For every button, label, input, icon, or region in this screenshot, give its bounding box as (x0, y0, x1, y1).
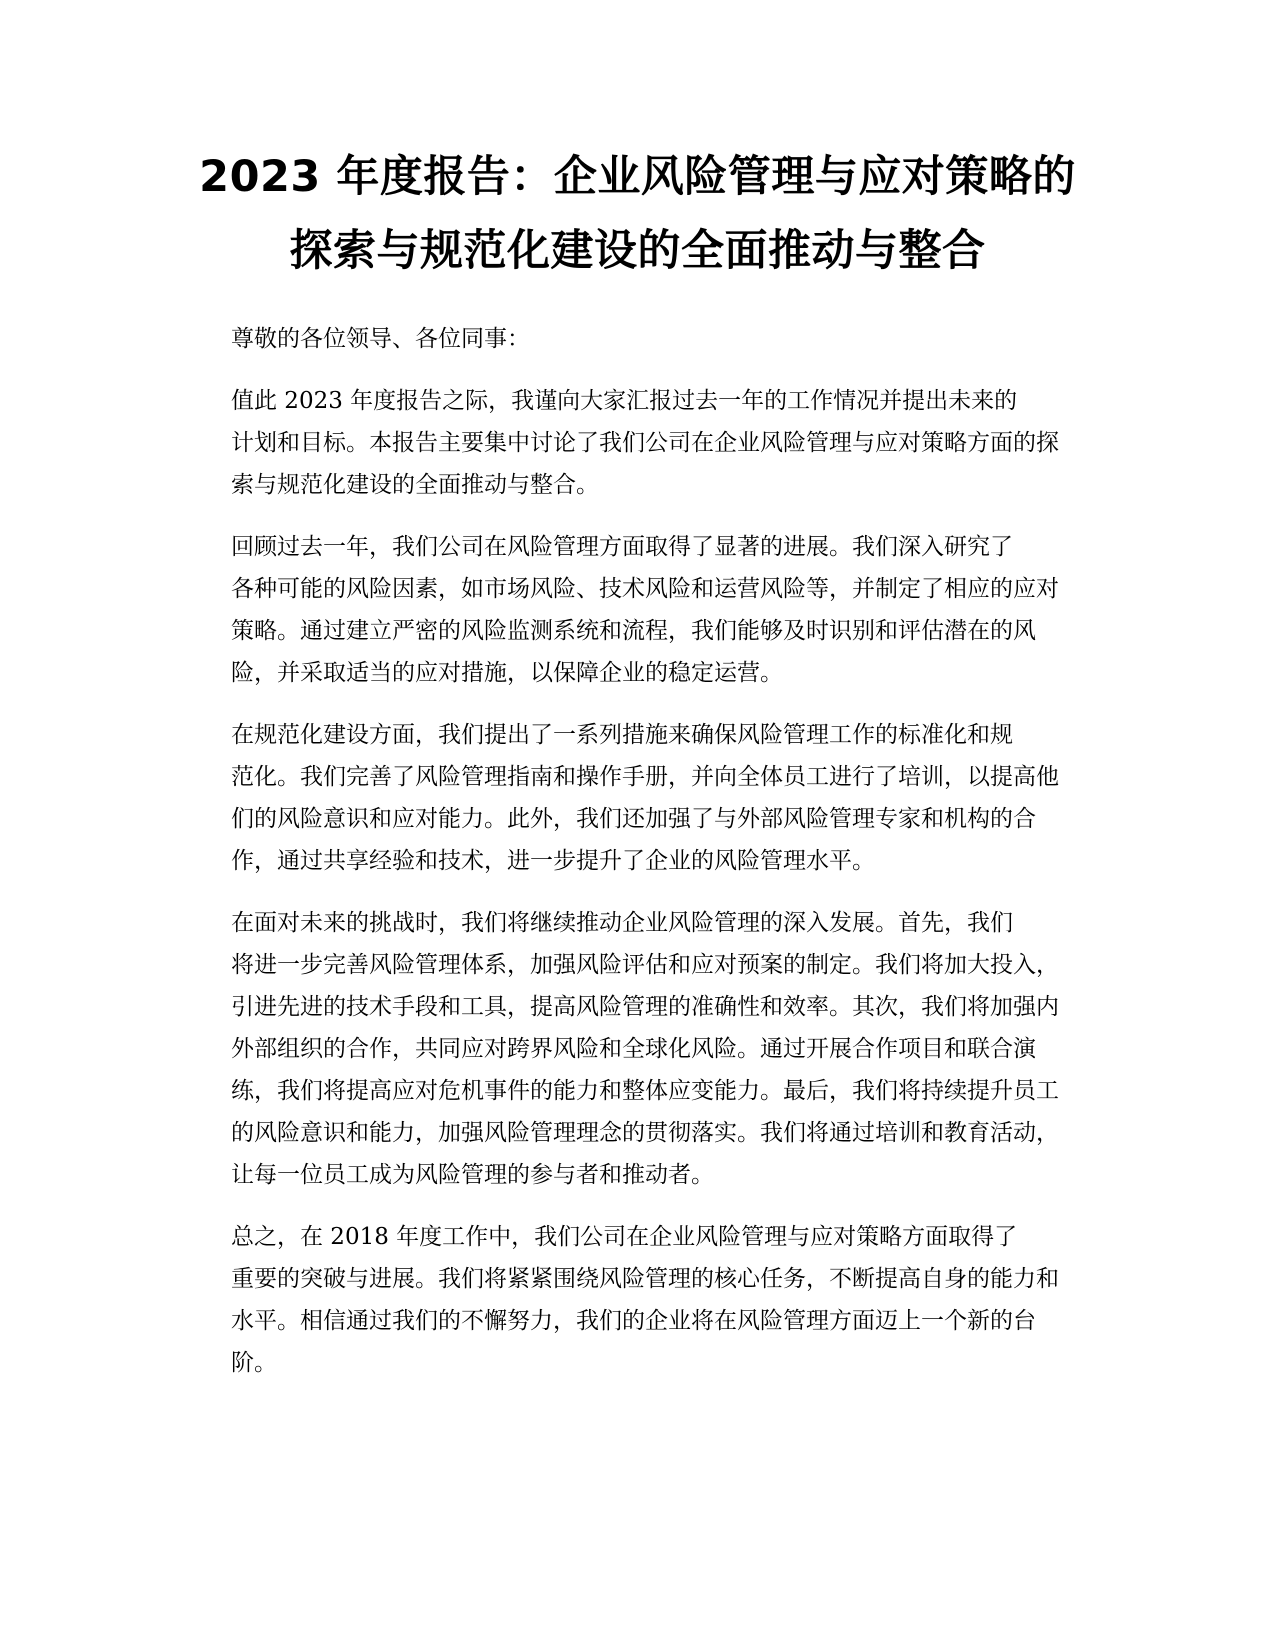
paragraph-line: 将进一步完善风险管理体系，加强风险评估和应对预案的制定。我们将加大投入， (231, 952, 1059, 978)
review-paragraph (185, 526, 1090, 694)
paragraph-line: 引进先进的技术手段和工具，提高风险管理的准确性和效率。其次，我们将加强内 (231, 994, 1059, 1020)
future-plan-paragraph (185, 902, 1090, 1196)
greeting-paragraph (185, 318, 1090, 360)
title-line: 2023 年度报告：企业风险管理与应对策略的 (199, 152, 1076, 202)
paragraph-line: 在面对未来的挑战时，我们将继续推动企业风险管理的深入发展。首先，我们 (231, 910, 1013, 936)
paragraph-line: 策略。通过建立严密的风险监测系统和流程，我们能够及时识别和评估潜在的风 (231, 618, 1036, 644)
intro-paragraph (185, 380, 1090, 506)
paragraph-line: 水平。相信通过我们的不懈努力，我们的企业将在风险管理方面迈上一个新的台 (231, 1308, 1036, 1334)
paragraph-line: 重要的突破与进展。我们将紧紧围绕风险管理的核心任务，不断提高自身的能力和 (231, 1266, 1059, 1292)
paragraph-line: 外部组织的合作，共同应对跨界风险和全球化风险。通过开展合作项目和联合演 (231, 1036, 1036, 1062)
title-line: 探索与规范化建设的全面推动与整合 (289, 226, 986, 276)
paragraph-line: 各种可能的风险因素，如市场风险、技术风险和运营风险等，并制定了相应的应对 (231, 576, 1059, 602)
paragraph-line: 值此 2023 年度报告之际，我谨向大家汇报过去一年的工作情况并提出未来的 (231, 388, 1018, 414)
paragraph-line: 的风险意识和能力，加强风险管理理念的贯彻落实。我们将通过培训和教育活动， (231, 1120, 1059, 1146)
paragraph-line: 计划和目标。本报告主要集中讨论了我们公司在企业风险管理与应对策略方面的探 (231, 430, 1059, 456)
paragraph-line: 回顾过去一年，我们公司在风险管理方面取得了显著的进展。我们深入研究了 (231, 534, 1013, 560)
paragraph-line: 索与规范化建设的全面推动与整合。 (231, 472, 599, 498)
paragraph-line: 范化。我们完善了风险管理指南和操作手册，并向全体员工进行了培训，以提高他 (231, 764, 1059, 790)
paragraph-line: 尊敬的各位领导、各位同事： (231, 326, 530, 352)
document-title (150, 140, 1125, 288)
paragraph-line: 们的风险意识和应对能力。此外，我们还加强了与外部风险管理专家和机构的合 (231, 806, 1036, 832)
paragraph-line: 练，我们将提高应对危机事件的能力和整体应变能力。最后，我们将持续提升员工 (231, 1078, 1059, 1104)
paragraph-line: 总之，在 2018 年度工作中，我们公司在企业风险管理与应对策略方面取得了 (231, 1224, 1018, 1250)
paragraph-line: 作，通过共享经验和技术，进一步提升了企业的风险管理水平。 (231, 848, 875, 874)
document-body (185, 318, 1090, 1404)
conclusion-paragraph (185, 1216, 1090, 1384)
paragraph-line: 阶。 (231, 1350, 277, 1376)
paragraph-line: 让每一位员工成为风险管理的参与者和推动者。 (231, 1162, 714, 1188)
paragraph-line: 在规范化建设方面，我们提出了一系列措施来确保风险管理工作的标准化和规 (231, 722, 1013, 748)
standardization-paragraph (185, 714, 1090, 882)
paragraph-line: 险，并采取适当的应对措施，以保障企业的稳定运营。 (231, 660, 783, 686)
